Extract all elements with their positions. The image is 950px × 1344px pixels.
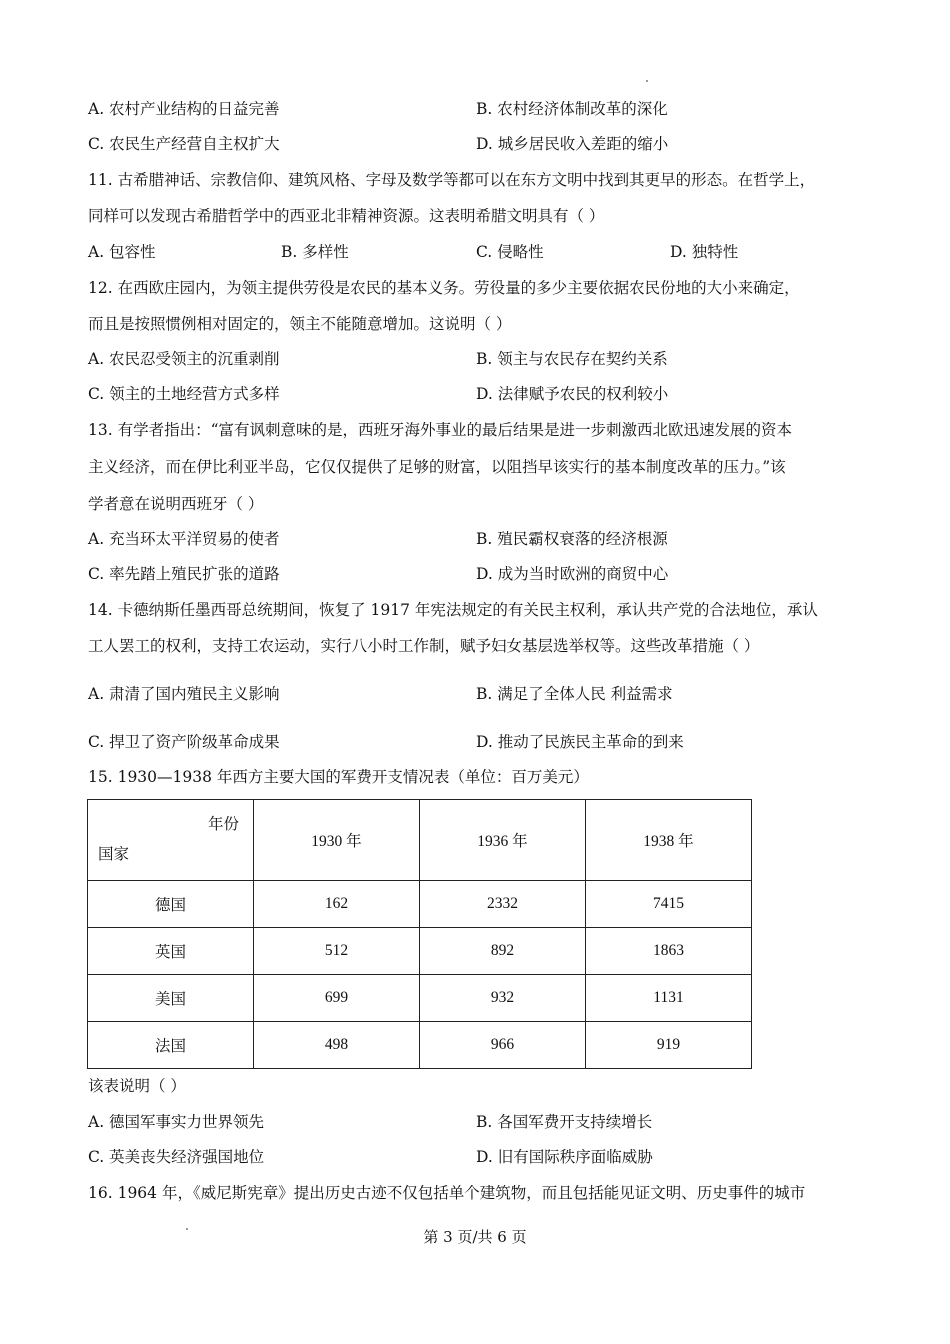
q13-option-c: C. 率先踏上殖民扩张的道路	[88, 565, 280, 583]
column-header: 1936 年	[420, 800, 586, 881]
q15-title: 15. 1930—1938 年西方主要大国的军费开支情况表（单位：百万美元）	[88, 768, 589, 786]
table-cell: 1131	[586, 975, 752, 1022]
q13-stem-line1: 13. 有学者指出：“富有讽刺意味的是，西班牙海外事业的最后结果是进一步刺激西北欧迅速发展的资本	[88, 421, 793, 439]
q14-option-c: C. 捍卫了资产阶级革命成果	[88, 733, 280, 751]
q12-option-d: D. 法律赋予农民的权利较小	[476, 385, 669, 403]
q14-option-a: A. 肃清了国内殖民主义影响	[88, 685, 280, 703]
table-cell: 699	[254, 975, 420, 1022]
q12-option-b: B. 领主与农民存在契约关系	[476, 350, 668, 368]
q10-option-a: A. 农村产业结构的日益完善	[88, 100, 280, 118]
q13-option-d: D. 成为当时欧洲的商贸中心	[476, 565, 669, 583]
q10-option-d: D. 城乡居民收入差距的缩小	[476, 135, 669, 153]
q12-option-c: C. 领主的土地经营方式多样	[88, 385, 280, 403]
q11-option-b: B. 多样性	[281, 243, 349, 261]
page-number: 第 3 页/共 6 页	[423, 1228, 527, 1246]
q11-option-c: C. 侵略性	[476, 243, 544, 261]
table-row	[88, 881, 752, 928]
q14-stem-line2: 工人罢工的权利，支持工农运动，实行八小时工作制，赋予妇女基层选举权等。这些改革措施（ ）	[88, 637, 760, 655]
row-country: 美国	[88, 975, 254, 1022]
q13-stem-line2: 主义经济，而在伊比利亚半岛，它仅仅提供了足够的财富，以阻挡早该实行的基本制度改革的压力。”该	[88, 458, 786, 476]
table-row	[88, 928, 752, 975]
table-row	[88, 1022, 752, 1069]
row-country: 法国	[88, 1022, 254, 1069]
military-spending-table	[87, 799, 752, 1069]
q15-option-d: D. 旧有国际秩序面临威胁	[476, 1148, 653, 1166]
q14-option-d: D. 推动了民族民主革命的到来	[476, 733, 684, 751]
table-row	[88, 975, 752, 1022]
q10-option-b: B. 农村经济体制改革的深化	[476, 100, 668, 118]
row-country: 英国	[88, 928, 254, 975]
table-cell: 2332	[420, 881, 586, 928]
q14-stem-line1: 14. 卡德纳斯任墨西哥总统期间，恢复了 1917 年宪法规定的有关民主权利，承认共产党的合法地位，承认	[88, 601, 818, 619]
q13-option-b: B. 殖民霸权衰落的经济根源	[476, 530, 668, 548]
q14-option-b: B. 满足了全体人民 利益需求	[476, 685, 673, 703]
table-cell: 932	[420, 975, 586, 1022]
q11-option-a: A. 包容性	[88, 243, 156, 261]
q13-option-a: A. 充当环太平洋贸易的使者	[88, 530, 280, 548]
q12-option-a: A. 农民忍受领主的沉重剥削	[88, 350, 280, 368]
table-corner-cell	[88, 800, 254, 881]
q12-stem-line1: 12. 在西欧庄园内，为领主提供劳役是农民的基本义务。劳役量的多少主要依据农民份地的大小来确定，	[88, 279, 800, 297]
q12-stem-line2: 而且是按照惯例相对固定的，领主不能随意增加。这说明（ ）	[88, 315, 512, 333]
q11-option-d: D. 独特性	[670, 243, 739, 261]
table-cell: 919	[586, 1022, 752, 1069]
table-cell: 498	[254, 1022, 420, 1069]
column-header: 1938 年	[586, 800, 752, 881]
q13-stem-line3: 学者意在说明西班牙（ ）	[88, 495, 264, 513]
q15-option-a: A. 德国军事实力世界领先	[88, 1113, 265, 1131]
q15-option-c: C. 英美丧失经济强国地位	[88, 1148, 265, 1166]
table-header-row	[88, 800, 752, 881]
scan-dot	[646, 80, 648, 82]
table-cell: 892	[420, 928, 586, 975]
column-header: 1930 年	[254, 800, 420, 881]
q11-stem-line2: 同样可以发现古希腊哲学中的西亚北非精神资源。这表明希腊文明具有（ ）	[88, 207, 605, 225]
table-cell: 1863	[586, 928, 752, 975]
table-cell: 162	[254, 881, 420, 928]
table-cell: 512	[254, 928, 420, 975]
table-cell: 966	[420, 1022, 586, 1069]
table-cell: 7415	[586, 881, 752, 928]
corner-year-label: 年份	[207, 816, 239, 833]
q11-stem-line1: 11. 古希腊神话、宗教信仰、建筑风格、字母及数学等都可以在东方文明中找到其更早的形态。在哲学上，	[88, 171, 816, 189]
row-country: 德国	[88, 881, 254, 928]
q15-option-b: B. 各国军费开支持续增长	[476, 1113, 653, 1131]
q10-option-c: C. 农民生产经营自主权扩大	[88, 135, 280, 153]
corner-country-label: 国家	[98, 846, 130, 863]
q16-stem-line1: 16. 1964 年，《威尼斯宪章》提出历史古迹不仅包括单个建筑物，而且包括能见证文明、历史事件的城市	[88, 1184, 806, 1202]
q15-stem: 该表说明（ ）	[88, 1077, 186, 1095]
